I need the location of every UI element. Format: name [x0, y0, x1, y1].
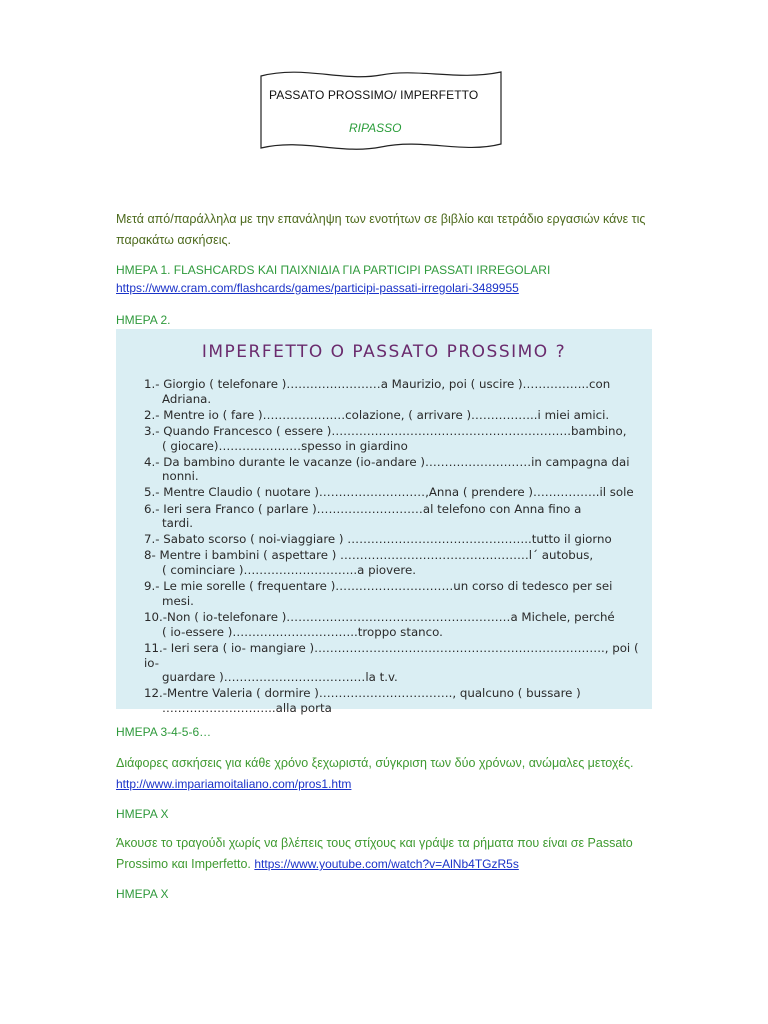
day1-link[interactable]: https://www.cram.com/flashcards/games/participi-passati-irregolari-3489955 [116, 281, 519, 295]
day1-heading: ΗΜΕΡΑ 1. FLASHCARDS KAI ΠΑΙΧΝΙΔΙΑ ΓΙΑ PARTICIPI PASSATI IRREGOLARI [116, 263, 551, 277]
day3-heading: ΗΜΕΡΑ 3-4-5-6… [116, 725, 212, 739]
dayx-heading-2: ΗΜΕΡΑ Χ [116, 887, 169, 901]
exercise-item: 2.- Mentre io ( fare )…………………colazione, ( arrivare )……………..i miei amici. [144, 407, 610, 422]
exercise-title: IMPERFETTO O PASSATO PROSSIMO ? [201, 342, 567, 362]
youtube-link[interactable]: https://www.youtube.com/watch?v=AlNb4TGzR5s [254, 857, 519, 871]
exercise-box [116, 329, 652, 716]
day2-heading: ΗΜΕΡΑ 2. [116, 313, 171, 327]
exercise-item: 9.- Le mie sorelle ( frequentare )…………………………un corso di tedesco per sei mesi. [144, 579, 613, 608]
exercise-item: 10.-Non ( io-telefonare )…………………………………………………a Michele, perché ( io-essere )…………………………..troppo stanco. [144, 610, 615, 639]
exercise-list [144, 377, 639, 717]
exercise-item: 5.- Mentre Claudio ( nuotare )………………………,Anna ( prendere )……………..il sole [144, 485, 634, 500]
song-text: Άκουσε το τραγούδι χωρίς να βλέπεις τους στίχους και γράψε τα ρήματα που είναι σε Passato Prossimo και Imperfetto. [116, 836, 633, 871]
impariamo-link[interactable]: http://www.impariamoitaliano.com/pros1.htm [116, 777, 352, 791]
exercise-item: 12.-Mentre Valeria ( dormire )……………………………., qualcuno ( bussare ) ………………………..alla porta [144, 686, 581, 716]
exercise-item: 8- Mentre i bambini ( aspettare ) …………………………………………l´ autobus, ( cominciare )………………………..a piovere. [144, 548, 594, 578]
intro-paragraph: Μετά από/παράλληλα με την επανάληψη των ενοτήτων σε βιβλίο και τετράδιο εργασιών κάνε τις παρακάτω ασκήσεις. [116, 212, 646, 247]
song-paragraph [116, 833, 656, 875]
exercise-item: 1.- Giorgio ( telefonare )……………………a Maurizio, poi ( uscire )……………..con Adriana. [144, 377, 611, 406]
exercises-text: Διάφορες ασκήσεις για κάθε χρόνο ξεχωριστά, σύγκριση των δύο χρόνων, ανώμαλες μετοχές. [116, 756, 634, 770]
banner-frame-shape [258, 68, 504, 154]
exercise-item: 3.- Quando Francesco ( essere )…………………………………………………….bambino, ( giocare)…………………spesso in giardino [144, 423, 627, 453]
exercises-paragraph [116, 753, 656, 795]
exercise-item: 7.- Sabato scorso ( noi-viaggiare ) ………………………………………..tutto il giorno [144, 532, 612, 547]
dayx-heading: ΗΜΕΡΑ Χ [116, 807, 169, 821]
exercise-item: 6.- Ieri sera Franco ( parlare )………………………al telefono con Anna fino a tardi. [144, 501, 582, 531]
exercise-item: 4.- Da bambino durante le vacanze (io-andare )………………………in campagna dai nonni. [144, 454, 630, 484]
exercise-item: 11.- Ieri sera ( io- mangiare )……………………………………………………………….., poi ( io- guardare )………………………………la t.v. [144, 640, 639, 685]
title-banner [258, 68, 504, 154]
banner-title: PASSATO PROSSIMO/ IMPERFETTO [269, 88, 479, 102]
banner-subtitle: RIPASSO [349, 121, 402, 135]
